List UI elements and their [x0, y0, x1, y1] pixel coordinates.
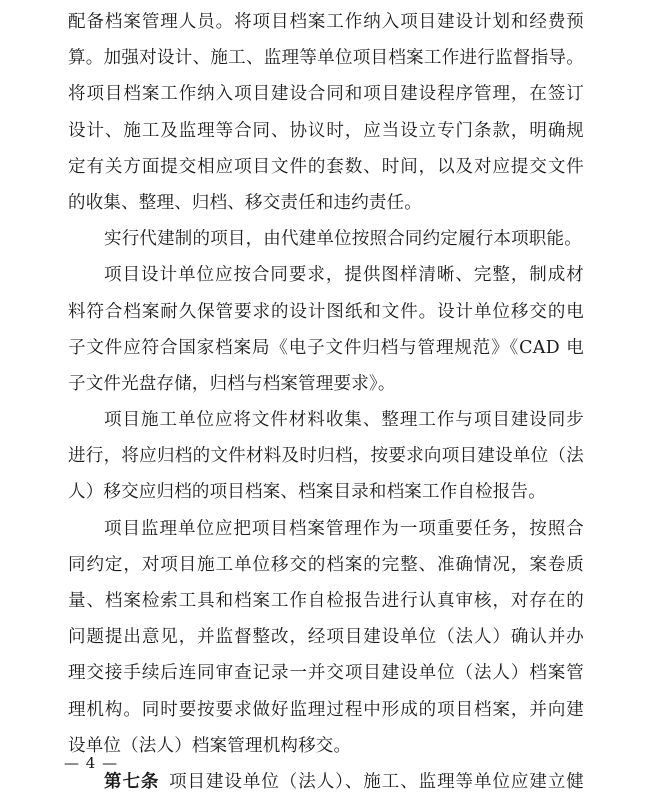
article-heading: 第七条 [104, 771, 160, 792]
text-line: 量、档案检索工具和档案工作自检报告进行认真审核，对存在的 [68, 591, 584, 611]
text-line: 的收集、整理、归档、移交责任和违约责任。 [68, 192, 422, 213]
text-line: 项目施工单位应将文件材料收集、整理工作与项目建设同步 [104, 410, 584, 431]
text-line: 将项目档案工作纳入项目建设合同和项目建设程序管理，在签订 [68, 84, 584, 105]
text-line: 子文件应符合国家档案局《电子文件归档与管理规范》《CAD 电 [68, 337, 584, 358]
text-line: 算。加强对设计、施工、监理等单位项目档案工作进行监督指导。 [68, 48, 584, 69]
text-line: 子文件光盘存储，归档与档案管理要求》。 [68, 373, 396, 394]
article-line [68, 764, 584, 800]
text-line: 定有关方面提交相应项目文件的套数、时间，以及对应提交文件 [68, 156, 584, 177]
text-line: 实行代建制的项目，由代建单位按照合同约定履行本项职能。 [104, 229, 582, 250]
text-line: 项目监理单位应把项目档案管理作为一项重要任务，按照合 [104, 518, 584, 539]
text-line: 配备档案管理人员。将项目档案工作纳入项目建设计划和经费预 [68, 12, 584, 32]
text-line: 理交接手续后连同审查记录一并交项目建设单位（法人）档案管 [68, 663, 584, 684]
article-text: 项目建设单位（法人）、施工、监理等单位应建立健 [168, 771, 584, 792]
page-number: — 4 — [64, 754, 119, 772]
body-text [68, 4, 584, 800]
text-line: 料符合档案耐久保管要求的设计图纸和文件。设计单位移交的电 [68, 301, 584, 322]
text-line: 同约定，对项目施工单位移交的档案的完整、准确情况，案卷质 [68, 554, 584, 575]
text-line: 设计、施工及监理等合同、协议时，应当设立专门条款，明确规 [68, 120, 584, 141]
text-line: 设单位（法人）档案管理机构移交。 [68, 735, 352, 756]
text-line: 问题提出意见，并监督整改，经项目建设单位（法人）确认并办 [68, 627, 584, 648]
text-line: 进行，将应归档的文件材料及时归档，按要求向项目建设单位（法 [68, 446, 584, 467]
text-line: 理机构。同时要按要求做好监理过程中形成的项目档案，并向建 [68, 699, 584, 720]
text-line: 项目设计单位应按合同要求，提供图样清晰、完整，制成材 [104, 265, 584, 286]
text-line: 人）移交应归档的项目档案、档案目录和档案工作自检报告。 [68, 482, 546, 503]
